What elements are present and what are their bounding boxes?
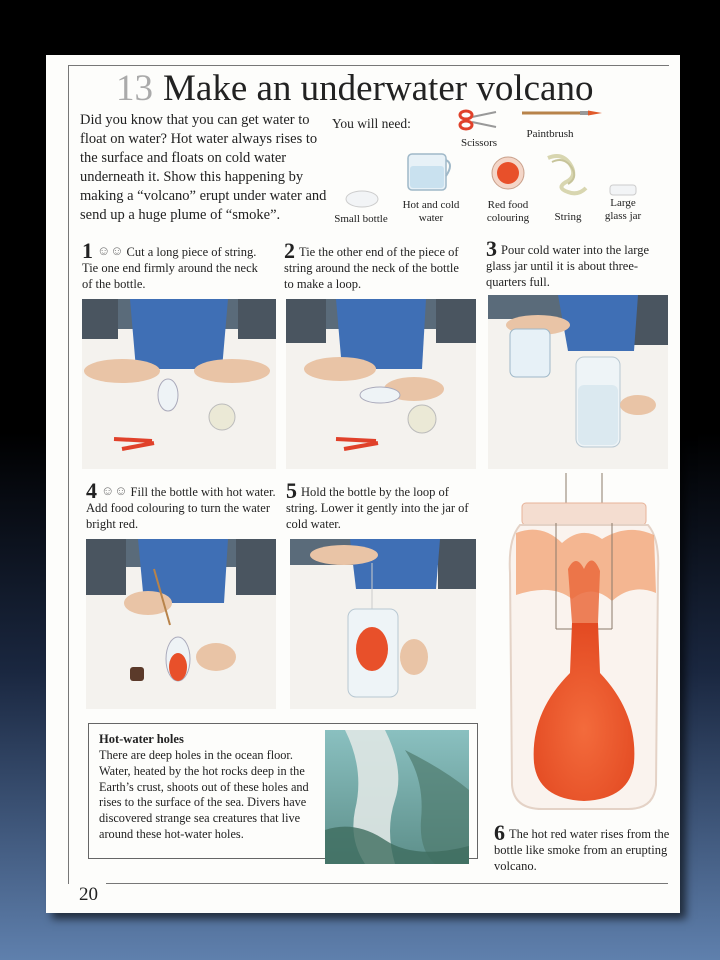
step-3-text [486,236,672,290]
string-label: String [554,211,582,223]
intro-text: Did you know that you can get water to float on water? Hot water always rises to the surface and floats on cold water underneath it. Show this happening by making a “volcano” erupt under water and send up a huge plume of “smoke”. [80,112,327,223]
jar-icon [608,183,638,197]
box-title: Hot-water holes [99,732,184,746]
water-label: Hot and cold water [402,199,460,224]
step-5-photo [290,539,476,709]
jug-icon [402,150,454,194]
step-4-number: 4 [86,478,97,503]
step-5-number: 5 [286,478,297,503]
step-3-photo [488,295,668,469]
step-2-text [284,238,470,292]
page-frame-bottom [106,883,668,884]
step-5-text [286,478,476,532]
step-4-text [86,478,276,532]
project-number: 13 [116,68,153,109]
red-food-colouring-label: Red food colouring [486,199,530,224]
ocean-vent-photo [325,730,469,864]
adult-help-icon: ☺☺ [101,483,128,498]
paintbrush-label: Paintbrush [526,128,574,140]
box-text: There are deep holes in the ocean floor. Water, heated by the hot rocks deep in the Earth’s crust, shoots out of these holes and rises to the surface of the sea. Divers have discovered strange sea creatures that live around these hot-water holes. [99,748,309,841]
page-number: 20 [79,884,98,905]
large-jar-label: Large glass jar [604,197,642,222]
page-title [116,67,593,110]
step-1-number: 1 [82,238,93,263]
step-1-photo [82,299,276,469]
adult-help-icon: ☺☺ [97,243,124,258]
paintbrush-icon [522,109,602,117]
erupting-volcano-photo [502,473,668,819]
step-3-instruction: Pour cold water into the large glass jar until it is about three-quarters full. [486,243,649,289]
bottle-icon [344,185,380,209]
step-5-instruction: Hold the bottle by the loop of string. Lower it gently into the jar of cold water. [286,485,469,531]
materials-heading: You will need: [332,116,411,131]
step-2-photo [286,299,476,469]
step-1-text [82,238,268,292]
step-6-text [494,820,670,874]
step-2-number: 2 [284,238,295,263]
scissors-icon [458,109,498,131]
hot-water-holes-box [88,723,478,859]
step-6-number: 6 [494,820,505,845]
step-4-instruction: Fill the bottle with hot water. Add food colouring to turn the water bright red. [86,485,276,531]
step-4-photo [86,539,276,709]
small-bottle-label: Small bottle [334,213,388,225]
string-icon [542,150,590,198]
step-1-instruction: Cut a long piece of string. Tie one end firmly around the neck of the bottle. [82,245,258,291]
project-title: Make an underwater volcano [163,68,594,109]
book-page [46,55,680,913]
scissors-label: Scissors [460,137,498,149]
step-2-instruction: Tie the other end of the piece of string around the neck of the bottle to make a loop. [284,245,459,291]
step-6-instruction: The hot red water rises from the bottle like smoke from an erupting volcano. [494,827,670,873]
dish-icon [490,155,526,191]
step-3-number: 3 [486,236,497,261]
